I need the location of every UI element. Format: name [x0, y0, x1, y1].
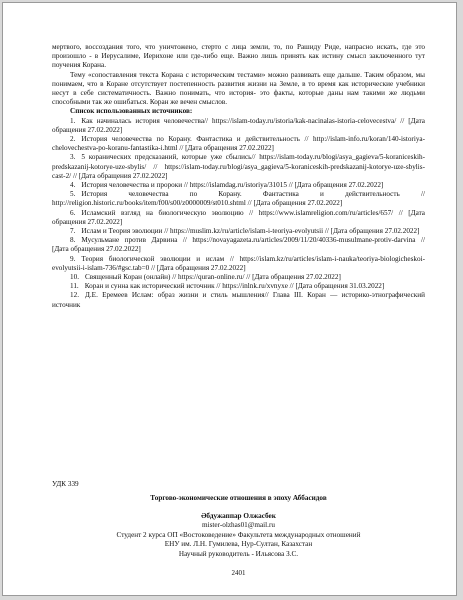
sources-heading: Список использованных источников: [70, 107, 193, 116]
reference-item [52, 255, 425, 273]
reference-number: 3. [70, 153, 76, 162]
references-list [52, 117, 425, 310]
reference-number: 12. [70, 291, 79, 300]
reference-number: 9. [70, 254, 76, 263]
reference-text: Коран и сунна как исторический источник // https://inlnk.ru/xvnyxe // [Дата обращения 31.03.2022] [84, 282, 385, 291]
reference-item [52, 236, 425, 254]
reference-number: 5. [70, 190, 76, 199]
reference-number: 2. [70, 135, 76, 144]
reference-number: 4. [70, 181, 76, 190]
article-title: Торгово-экономические отношения в эпоху Аббасидов [150, 494, 327, 502]
reference-item [52, 135, 425, 153]
reference-number: 10. [70, 273, 79, 282]
reference-text: История человечества и пророки // https://islamdag.ru/istoriya/31015 // [Дата обращения 27.02.2022] [81, 181, 384, 190]
reference-number: 6. [70, 208, 76, 217]
reference-item [52, 117, 425, 135]
author-university: ЕНУ им. Л.Н. Гумилева, Нур-Султан, Казахстан [164, 540, 313, 549]
reference-item [52, 282, 425, 291]
reference-text: Ислам и Теория эволюции // https://muslim.kz/ru/article/islam-i-teoriya-evolyutsii // [Дата обращения 27.02.2022] [81, 227, 420, 236]
reference-text: Как начиналась история человечества// https://islam-today.ru/istoria/kak-nacinalas-istoria-celovecestva/ // [Дата обращения 27.02.2022] [52, 116, 425, 134]
reference-item [52, 209, 425, 227]
author-name: Әбдужаппар Олжасбек [201, 512, 276, 520]
reference-item [52, 291, 425, 309]
scientific-advisor: Научный руководитель - Ильясова З.С. [178, 549, 299, 558]
author-block [52, 512, 425, 559]
author-affiliation: Студент 2 курса ОП «Востоковедение» Факультета международных отношений [116, 530, 361, 539]
reference-text: История человечества по Корану. Фантастика и действительность // http://islam-info.ru/koran/140-istoriya-chelovechestva-po-koranu-fantastika-i.html // [Дата обращения 27.02.2022] [52, 135, 425, 153]
reference-text: Исламский взгляд на биологическую эволюцию // https://www.islamreligion.com/ru/articles/657/ // [Дата обращения 27.02.2022] [52, 208, 425, 226]
reference-text: Священный Коран (онлайн) // https://quran-online.ru/ // [Дата обращения 27.02.2022] [84, 273, 341, 282]
reference-text: История человечества по Корану. Фантастика и действительность // http://religion.historic.ru/books/item/f00/s00/z0000009/st010.shtml // [Дата обращения 27.02.2022] [52, 190, 425, 208]
author-email: mister-olzhas01@mail.ru [202, 521, 275, 530]
udk-code: УДК 339 [52, 480, 79, 488]
reference-text: Теория биологической эволюции и ислам // https://islam.kz/ru/articles/islam-i-nauka/teoriya-biologicheskoi-evolyutsii-i-islam-736/#gsc.tab=0 // [Дата обращения 27.02.2022] [52, 254, 425, 272]
reference-number: 7. [70, 227, 76, 236]
reference-number: 11. [70, 282, 79, 291]
reference-number: 1. [70, 116, 76, 125]
page-number: 2401 [231, 569, 246, 577]
document-page [2, 2, 457, 596]
body-paragraph: мертвого, воссоздания того, что уничтожено, стерто с лица земли, то, по Рашиду Риде, напрасно искать, где это произошло - в Иерусалиме, Иерихоне или где-либо еще. Важно лишь принять как истину смысл заключенного тут поучения Корана. [52, 43, 425, 70]
reference-text: 5 коранических предсказаний, которые уже сбылись// https://islam-today.ru/blogi/asya_gagieva/5-koraniceskih-predskazanij-kotorye-uze-sbylis/ // https://islam-today.ru/blogi/asya_gagieva/5-koraniceskih-predskazanij-kotorye-uze-sbylis-cast-2/ // [Дата обращения 27.02.2022] [52, 153, 425, 180]
page-content [52, 43, 425, 310]
body-paragraph: Тему «сопоставления текста Корана с историческим тестами» можно развивать еще дальше. Таким образом, мы понимаем, что в Коране отсутствует постепенность развития жизни на Земле, в то время как исторические учебники несут в себе систематичность. Важно понимать, что история- это факты, которые даны нам такими же людьми способными так же ошибаться. Коран же вечен смыслов. [52, 70, 425, 107]
reference-number: 8. [70, 236, 76, 245]
reference-item [52, 153, 425, 181]
reference-item [52, 227, 425, 236]
reference-text: Мусульмане против Дарвина // https://novayagazeta.ru/articles/2009/11/20/40336-musulmane-protiv-darvina // [Дата обращения 27.02.2022] [52, 236, 425, 254]
reference-item [52, 190, 425, 208]
reference-item [52, 273, 425, 282]
reference-text: Д.Е. Еремеев Ислам: образ жизни и стиль мышления// Глава III. Коран — историко-этнографический источник [52, 291, 425, 309]
reference-item [52, 181, 425, 190]
